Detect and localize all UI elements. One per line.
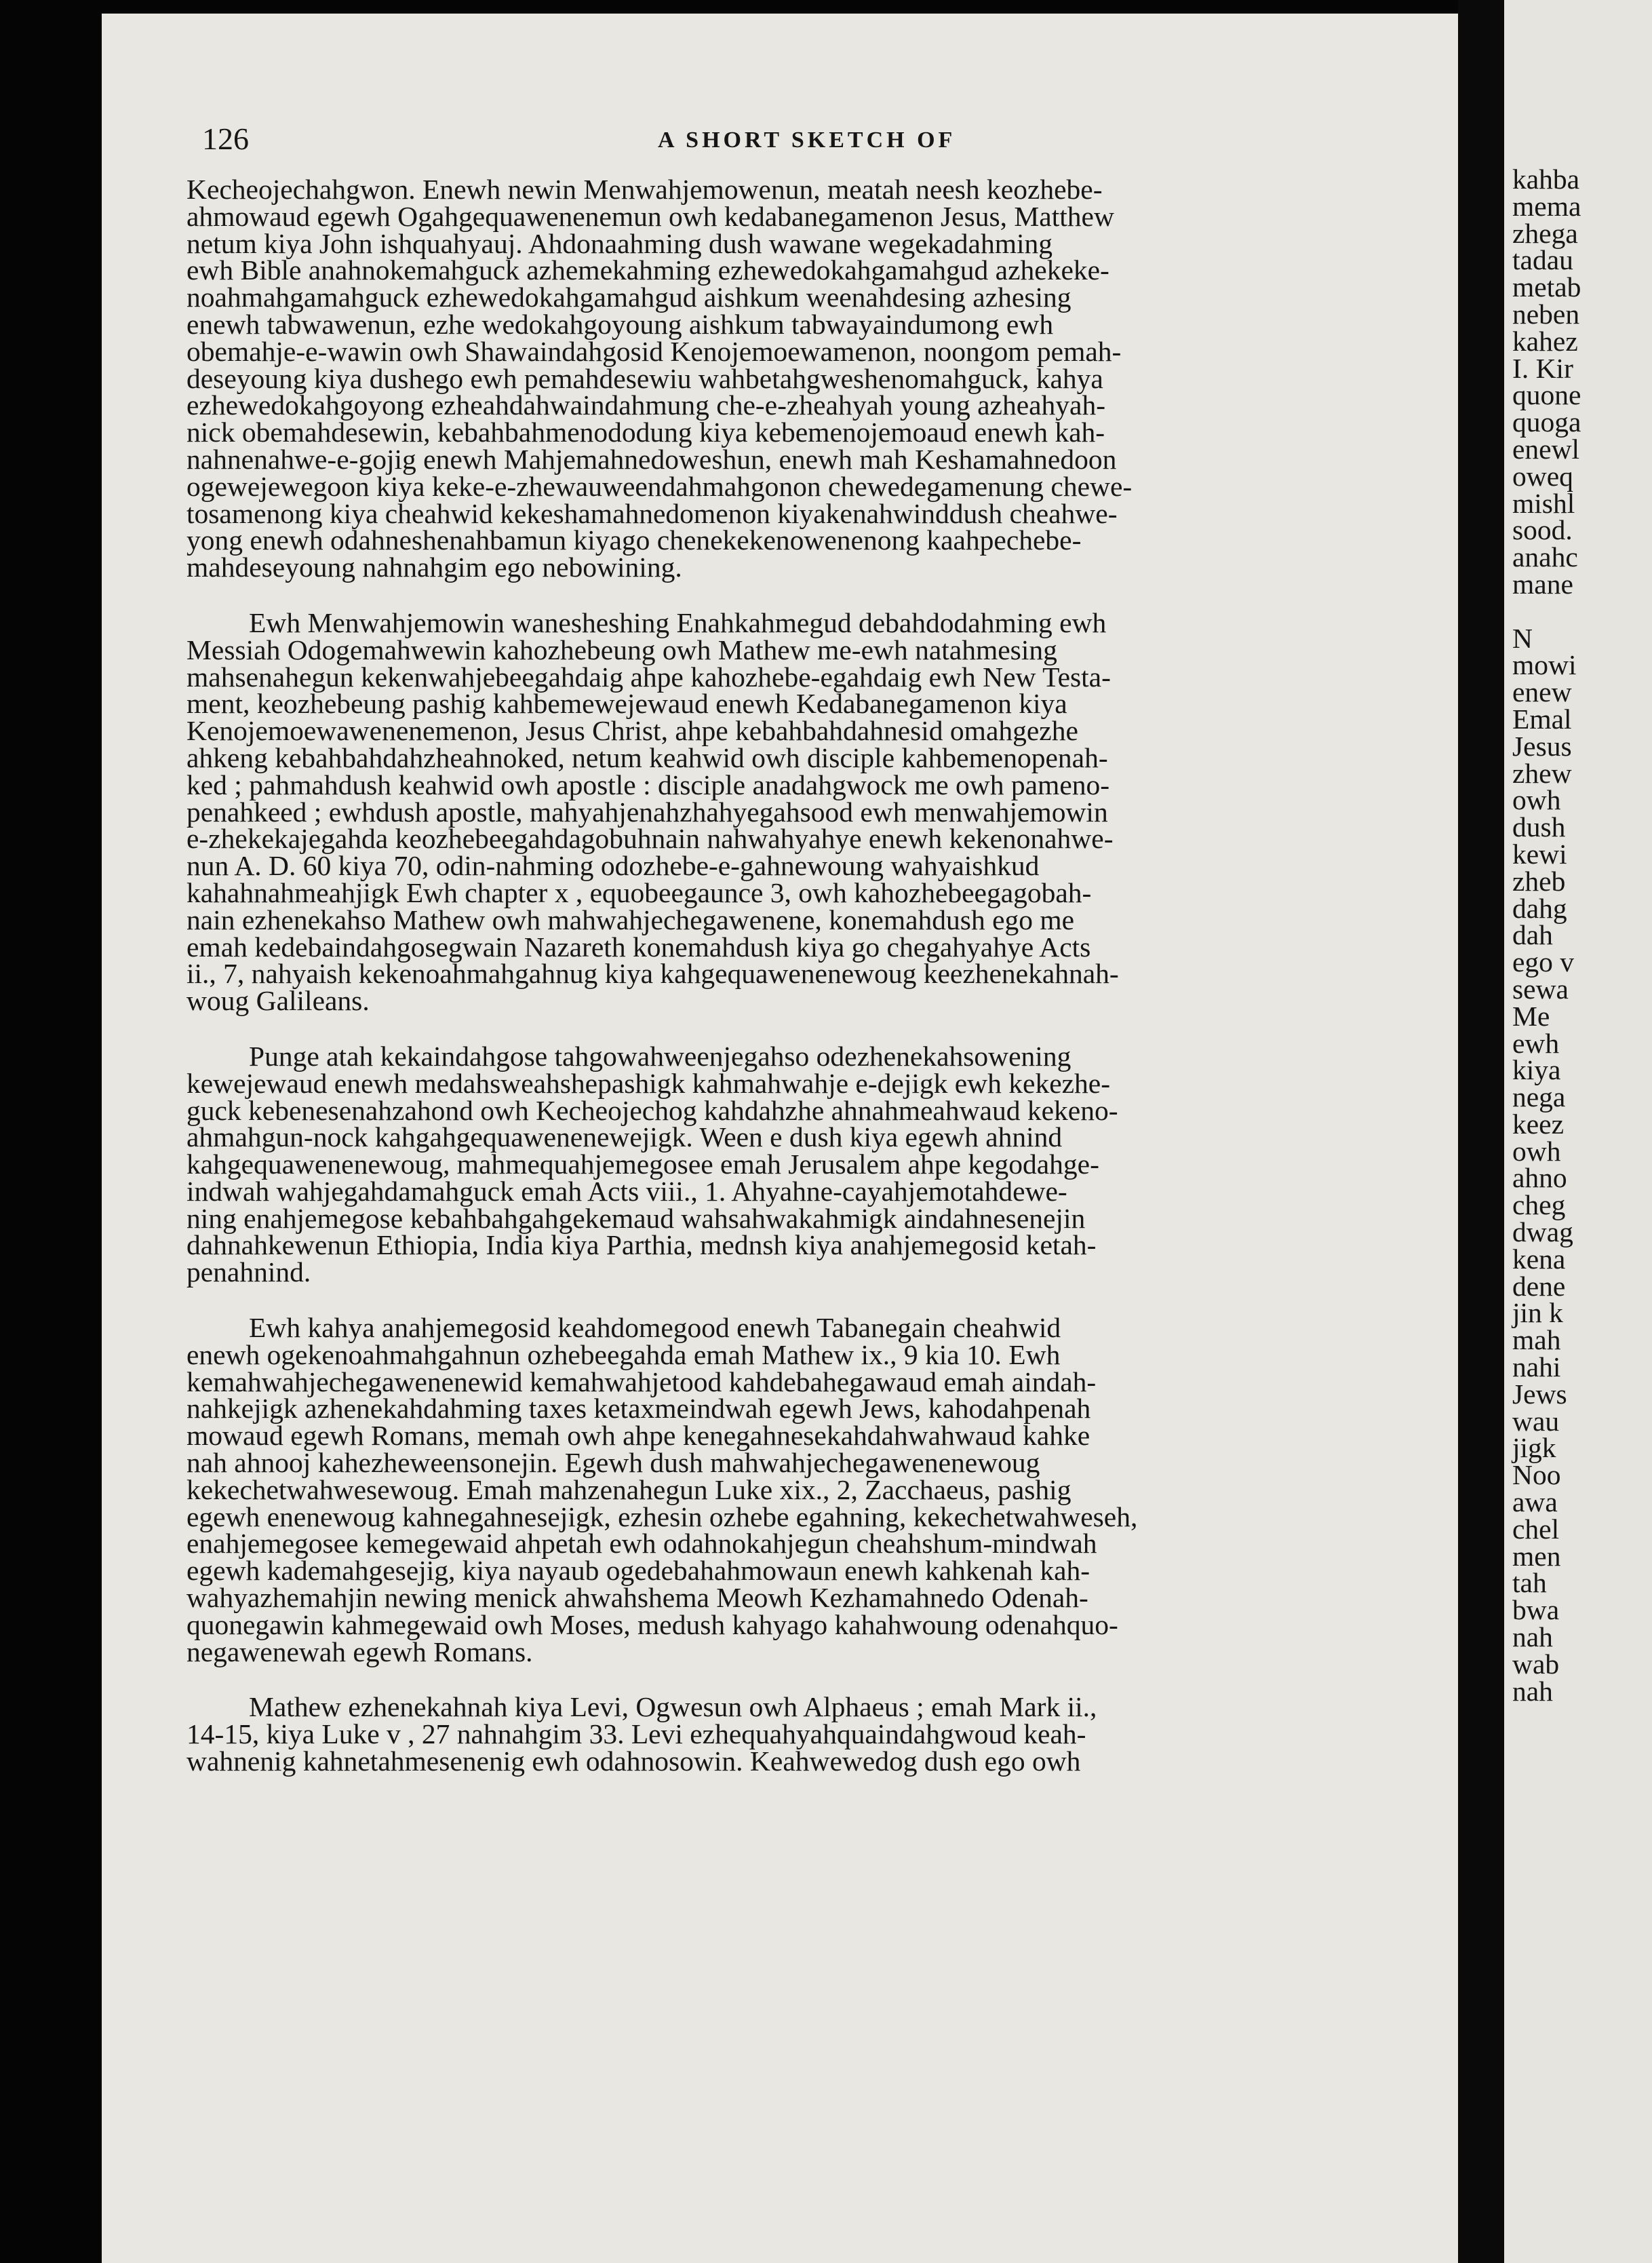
facing-page-line: zhew <box>1512 757 1572 789</box>
paragraph-1-line: ezhewedokahgoyong ezheahdahwaindahmung che-e-zheahyah young azheahyah- <box>186 389 1106 421</box>
facing-page-line: oweq <box>1512 460 1573 492</box>
paragraph-1-line: nahnenahwe-e-gojig enewh Mahjemahnedoweshun, enewh mah Keshamahnedoon <box>186 443 1117 475</box>
paragraph-2-line: woug Galileans. <box>186 985 370 1017</box>
paragraph-4-line: nah ahnooj kahezheweensonejin. Egewh dush mahwahjechegawenenewoug <box>186 1447 1040 1479</box>
paragraph-2-line: mahsenahegun kekenwahjebeegahdaig ahpe kahozhebe-egahdaig ewh New Testa- <box>186 661 1111 693</box>
facing-page-line: kahez <box>1512 325 1578 357</box>
book-page <box>102 14 1458 2263</box>
paragraph-1-line: ewh Bible anahnokemahguck azhemekahming ezhewedokahgamahgud azhekeke- <box>186 254 1109 286</box>
facing-page-line: mowi <box>1512 649 1577 681</box>
facing-page-line: dah <box>1512 919 1553 951</box>
facing-page-line: neben <box>1512 298 1580 330</box>
paragraph-5-line: Mathew ezhenekahnah kiya Levi, Ogwesun owh Alphaeus ; emah Mark ii., <box>249 1691 1097 1723</box>
facing-page-line: nah <box>1512 1621 1553 1653</box>
facing-page-line: I. Kir <box>1512 352 1573 384</box>
facing-page-line: Jews <box>1512 1378 1567 1410</box>
facing-page-line: mishl <box>1512 487 1575 519</box>
paragraph-2-line: Ewh Menwahjemowin wanesheshing Enahkahmegud debahdodahming ewh <box>249 606 1107 638</box>
paragraph-2-line: ked ; pahmahdush keahwid owh apostle : disciple anadahgwock me owh pameno- <box>186 769 1110 800</box>
facing-page-line: cheg <box>1512 1189 1566 1221</box>
paragraph-4-line: enahjemegosee kemegewaid ahpetah ewh odahnokahjegun cheahshum-mindwah <box>186 1528 1097 1560</box>
paragraph-3-line: indwah wahjegahdamahguck emah Acts viii., 1. Ahyahne-cayahjemotahdewe- <box>186 1175 1067 1207</box>
page-number: 126 <box>202 121 249 156</box>
paragraph-4-line: wahyazhemahjin newing menick ahwahshema Meowh Kezhamahnedo Odenah- <box>186 1582 1088 1614</box>
facing-page-text <box>1512 163 1581 1707</box>
paragraph-gap <box>186 1286 1526 1315</box>
facing-page-line: owh <box>1512 1135 1561 1167</box>
facing-page-line: dahg <box>1512 892 1567 924</box>
paragraph-1-line: Kecheojechahgwon. Enewh newin Menwahjemowenun, meatah neesh keozhebe- <box>186 174 1103 205</box>
facing-page-line <box>1512 598 1581 625</box>
facing-page-line: chel <box>1512 1513 1560 1545</box>
facing-page-line: wau <box>1512 1405 1560 1437</box>
facing-page-line: kiya <box>1512 1054 1561 1086</box>
facing-page-line: dwag <box>1512 1216 1573 1248</box>
facing-page-line: kahba <box>1512 163 1580 195</box>
paragraph-4-line: enewh ogekenoahmahgahnun ozhebeegahda emah Mathew ix., 9 kia 10. Ewh <box>186 1338 1061 1370</box>
paragraph-4-line: quonegawin kahmegewaid owh Moses, medush kahyago kahahwoung odenahquo- <box>186 1608 1118 1640</box>
paragraph-3-line: kewejewaud enewh medahsweahshepashigk kahmahwahje e-dejigk ewh kekezhe- <box>186 1067 1111 1099</box>
running-head: A SHORT SKETCH OF <box>658 128 956 153</box>
paragraph-gap <box>186 1665 1526 1694</box>
facing-page-line: wab <box>1512 1648 1560 1680</box>
facing-page-line: quone <box>1512 379 1581 411</box>
paragraph-3-line: guck kebenesenahzahond owh Kecheojechog kahdahzhe ahnahmeahwaud kekeno- <box>186 1094 1118 1126</box>
facing-page-line: ahno <box>1512 1162 1567 1194</box>
paragraph-3-line: ning enahjemegose kebahbahgahgekemaud wahsahwakahmigk aindahnesenejin <box>186 1202 1086 1234</box>
paragraph-1-line: obemahje-e-wawin owh Shawaindahgosid Kenojemoewamenon, noongom pemah- <box>186 335 1122 367</box>
paragraph-1-line: deseyoung kiya dushego ewh pemahdesewiu wahbetahgweshenomahguck, kahya <box>186 362 1103 394</box>
facing-page-line: keez <box>1512 1108 1565 1140</box>
facing-page-line: tah <box>1512 1567 1547 1599</box>
facing-page-line: bwa <box>1512 1594 1560 1626</box>
facing-page-line: N <box>1512 622 1533 654</box>
paragraph-3-line: dahnahkewenun Ethiopia, India kiya Parthia, mednsh kiya anahjemegosid ketah- <box>186 1229 1097 1261</box>
facing-page-line: Me <box>1512 1000 1550 1032</box>
paragraph-2-line: e-zhekekajegahda keozhebeegahdagobuhnain nahwahyahye enewh kekenonahwe- <box>186 823 1114 855</box>
facing-page-line: kewi <box>1512 838 1567 870</box>
facing-page-line: mane <box>1512 568 1573 600</box>
paragraph-2-line: ii., 7, nahyaish kekenoahmahgahnug kiya kahgequawenenewoug keezhenekahnah- <box>186 958 1119 990</box>
facing-page-line: dene <box>1512 1270 1566 1302</box>
facing-page-line: ego v <box>1512 946 1575 978</box>
facing-page-line: ewh <box>1512 1027 1560 1059</box>
paragraph-3-line: kahgequawenenewoug, mahmequahjemegosee emah Jerusalem ahpe kegodahge- <box>186 1148 1099 1180</box>
facing-page-line: sewa <box>1512 973 1569 1005</box>
facing-page-line: nahi <box>1512 1351 1561 1383</box>
facing-page-line: nega <box>1512 1081 1566 1113</box>
paragraph-2-line: nain ezhenekahso Mathew owh mahwahjechegawenene, konemahdush ego me <box>186 904 1075 935</box>
facing-page-line: sood. <box>1512 514 1573 546</box>
paragraph-2-line: Messiah Odogemahwewin kahozhebeung owh Mathew me-ewh natahmesing <box>186 634 1057 665</box>
paragraph-2-line: ahkeng kebahbahdahzheahnoked, netum keahwid owh disciple kahbemenopenah- <box>186 741 1108 773</box>
facing-page-line: men <box>1512 1540 1561 1572</box>
paragraph-2-line: ment, keozhebeung pashig kahbemewejewaud enewh Kedabanegamenon kiya <box>186 688 1067 720</box>
paragraph-1-line: nick obemahdesewin, kebahbahmenododung kiya kebemenojemoaud enewh kah- <box>186 417 1105 448</box>
facing-page-line: awa <box>1512 1486 1558 1518</box>
facing-page-line: tadau <box>1512 244 1573 276</box>
paragraph-3-line: ahmahgun-nock kahgahgequawenenewejigk. Ween e dush kiya egewh ahnind <box>186 1121 1063 1153</box>
facing-page-line: mema <box>1512 190 1581 222</box>
paragraph-2-line: Kenojemoewawenenemenon, Jesus Christ, ahpe kebahbahdahnesid omahgezhe <box>186 715 1078 747</box>
facing-page-line: Jesus <box>1512 730 1572 762</box>
paragraph-5-line: wahnenig kahnetahmesenenig ewh odahnosowin. Keahwewedog dush ego owh <box>186 1745 1081 1777</box>
paragraph-3-line: penahnind. <box>186 1256 311 1288</box>
paragraph-1-line: tosamenong kiya cheahwid kekeshamahnedomenon kiyakenahwinddush cheahwe- <box>186 497 1118 529</box>
facing-page-line: metab <box>1512 271 1581 303</box>
facing-page-line: owh <box>1512 784 1561 816</box>
paragraph-4-line: kekechetwahwesewoug. Emah mahzenahegun Luke xix., 2, Zacchaeus, pashig <box>186 1473 1071 1505</box>
paragraph-4-line: negawenewah egewh Romans. <box>186 1636 533 1667</box>
paragraph-2-line: emah kedebaindahgosegwain Nazareth konemahdush kiya go chegahyahye Acts <box>186 931 1091 963</box>
facing-page-line: zhega <box>1512 217 1578 249</box>
paragraph-4-line: kemahwahjechegawenenewid kemahwahjetood kahdebahegawaud emah aindah- <box>186 1366 1097 1397</box>
paragraph-1-line: ahmowaud egewh Ogahgequawenenemun owh kedabanegamenon Jesus, Matthew <box>186 200 1114 232</box>
paragraph-1-line: noahmahgamahguck ezhewedokahgamahgud aishkum weenahdesing azhesing <box>186 282 1071 313</box>
paragraph-1-line: netum kiya John ishquahyauj. Ahdonaahming dush wawane wegekadahming <box>186 227 1053 259</box>
facing-page-line: Noo <box>1512 1459 1561 1491</box>
facing-page-line: mah <box>1512 1324 1561 1356</box>
paragraph-1-line: mahdeseyoung nahnahgim ego nebowining. <box>186 552 682 583</box>
paragraph-4-line: egewh enenewoug kahnegahnesejigk, ezhesin ozhebe egahning, kekechetwahweseh, <box>186 1501 1138 1532</box>
facing-page-line: jigk <box>1512 1432 1556 1464</box>
facing-page-line: quoga <box>1512 406 1581 438</box>
paragraph-4-line: Ewh kahya anahjemegosid keahdomegood enewh Tabanegain cheahwid <box>249 1312 1061 1344</box>
paragraph-gap <box>186 581 1526 610</box>
facing-page-line: zheb <box>1512 865 1566 897</box>
facing-page-line: jin k <box>1512 1297 1563 1329</box>
paragraph-5-line: 14-15, kiya Luke v , 27 nahnahgim 33. Levi ezhequahyahquaindahgwoud keah- <box>186 1718 1086 1750</box>
facing-page-line: anahc <box>1512 541 1578 573</box>
paragraph-1-line: yong enewh odahneshenahbamun kiyago chenekekenowenenong kaahpechebe- <box>186 524 1082 556</box>
paragraph-gap <box>186 1015 1526 1043</box>
facing-page-line: dush <box>1512 811 1566 843</box>
paragraph-1-line: ogewejewegoon kiya keke-e-zhewauweendahmahgonon chewedegamenung chewe- <box>186 470 1133 502</box>
book-gutter <box>1458 0 1504 2263</box>
paragraph-2-line: nun A. D. 60 kiya 70, odin-nahming odozhebe-e-gahnewoung wahyaishkud <box>186 850 1040 882</box>
paragraph-4-line: egewh kademahgesejig, kiya nayaub ogedebahahmowaun enewh kahkenah kah- <box>186 1555 1090 1587</box>
paragraph-2-line: kahahnahmeahjigk Ewh chapter x , equobeegaunce 3, owh kahozhebeegagobah- <box>186 876 1092 908</box>
paragraph-2-line: penahkeed ; ewhdush apostle, mahyahjenahzhahyegahsood ewh menwahjemowin <box>186 796 1108 828</box>
facing-page-line: Emal <box>1512 703 1572 735</box>
paragraph-4-line: nahkejigk azhenekahdahming taxes ketaxmeindwah egewh Jews, kahodahpenah <box>186 1393 1091 1425</box>
paragraph-1-line: enewh tabwawenun, ezhe wedokahgoyoung aishkum tabwayaindumong ewh <box>186 308 1054 340</box>
facing-page <box>1504 0 1652 2263</box>
facing-page-line: nah <box>1512 1675 1553 1707</box>
facing-page-line: kena <box>1512 1243 1566 1275</box>
paragraph-4-line: mowaud egewh Romans, memah owh ahpe kenegahnesekahdahwahwaud kahke <box>186 1420 1090 1452</box>
paragraph-3-line: Punge atah kekaindahgose tahgowahweenjegahso odezhenekahsowening <box>249 1040 1071 1072</box>
facing-page-line: enewl <box>1512 433 1580 465</box>
facing-page-line: enew <box>1512 676 1572 708</box>
body-text <box>186 176 1526 1775</box>
